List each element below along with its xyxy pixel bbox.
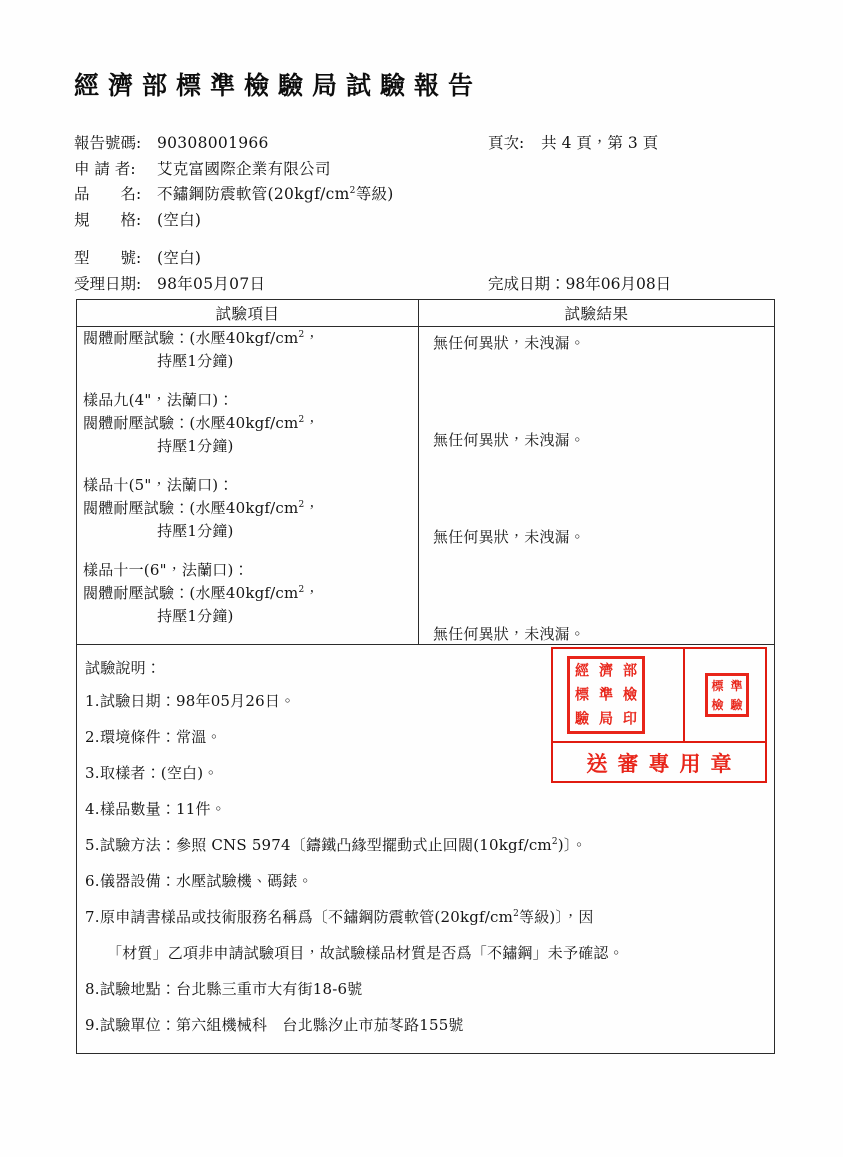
test-line-hold: 持壓1分鐘)	[157, 437, 234, 455]
test-line-tail: ，	[304, 414, 320, 432]
model-value: (空白)	[156, 249, 202, 267]
note-item	[85, 791, 774, 827]
test-line-pressure	[83, 327, 418, 350]
test-line-hold: 持壓1分鐘)	[157, 607, 234, 625]
page-title: 經濟部標準檢驗局試驗報告	[74, 71, 483, 100]
stamp-caption: 送審專用章	[586, 750, 742, 776]
complete-date-label: 完成日期：	[488, 274, 566, 293]
seal-char: 經	[574, 662, 590, 680]
block-spacer	[83, 458, 418, 474]
note-number: 7.	[85, 908, 100, 926]
test-line-pressure	[83, 582, 418, 605]
note-number: 4.	[85, 800, 100, 818]
accept-date-label: 受理日期:	[74, 274, 142, 293]
test-line-pressure	[83, 412, 418, 435]
spec-value: (空白)	[156, 210, 202, 229]
notes-heading: 試驗說明：	[85, 659, 162, 677]
seal-char: 檢	[622, 686, 638, 704]
table-body	[77, 327, 774, 645]
test-results-table	[76, 299, 775, 1054]
seal-char: 局	[598, 710, 614, 728]
note-item	[85, 971, 774, 1007]
note-number: 5.	[85, 836, 100, 854]
meta-row-model	[74, 246, 774, 272]
model-label: 型 號:	[74, 249, 142, 267]
test-line-superscript: 2	[298, 415, 305, 425]
page-value: 共 4 頁，第 3 頁	[541, 134, 659, 152]
test-block	[77, 559, 418, 644]
note-number: 9.	[85, 1016, 100, 1034]
product-name-prefix: 不鏽鋼防震軟管(20kgf/cm	[156, 185, 350, 203]
product-value	[157, 185, 394, 203]
note-item	[85, 755, 774, 791]
page-indicator	[488, 131, 658, 157]
meta-row-applicant	[74, 157, 774, 183]
test-line-text: 閥體耐壓試驗：(水壓40kgf/cm	[83, 584, 299, 602]
page-label: 頁次:	[488, 134, 525, 152]
seal-char: 準	[730, 678, 743, 693]
note-number: 2.	[85, 728, 100, 746]
note-text: 「材質」乙項非申請試驗項目，故試驗樣品材質是否爲「不鏽鋼」未予確認。	[107, 944, 624, 962]
test-result: 無任何異狀，未洩漏。	[433, 334, 586, 352]
test-line-text: 閥體耐壓試驗：(水壓40kgf/cm	[83, 329, 299, 347]
test-line-tail: ，	[304, 499, 320, 517]
seal-char: 標	[574, 686, 590, 704]
test-line-superscript: 2	[298, 330, 305, 340]
note-item	[85, 827, 774, 863]
meta-row-spec	[74, 208, 774, 234]
complete-date-value: 98年06月08日	[565, 274, 672, 293]
note-item	[85, 719, 774, 755]
test-line-text: 閥體耐壓試驗：(水壓40kgf/cm	[83, 499, 299, 517]
seal-char: 檢	[711, 697, 724, 712]
test-line-hold: 持壓1分鐘)	[157, 522, 234, 540]
test-block	[77, 389, 418, 474]
column-header-test-result: 試驗結果	[564, 305, 629, 323]
test-line-tail: ，	[304, 329, 320, 347]
note-text: 試驗地點：台北縣三重市大有街18-6號	[100, 980, 363, 998]
note-item	[85, 863, 774, 899]
block-spacer	[83, 543, 418, 559]
test-line-superscript: 2	[298, 585, 305, 595]
report-no-value: 90308001966	[156, 134, 269, 152]
test-result: 無任何異狀，未洩漏。	[433, 528, 586, 546]
test-line-pressure	[83, 497, 418, 520]
block-spacer	[83, 628, 418, 644]
note-tail: )〕。	[557, 836, 587, 854]
header-meta	[74, 131, 774, 297]
seal-char: 準	[598, 686, 614, 704]
sample-title: 樣品十(5"，法蘭口)：	[83, 476, 234, 494]
applicant-label: 申 請 者:	[74, 159, 136, 178]
seal-char: 標	[711, 678, 724, 693]
test-line-tail: ，	[304, 584, 320, 602]
block-spacer	[83, 373, 418, 389]
seal-char: 濟	[598, 662, 614, 680]
note-item	[85, 683, 774, 719]
note-number: 6.	[85, 872, 100, 890]
test-line-text: 閥體耐壓試驗：(水壓40kgf/cm	[83, 414, 299, 432]
note-number: 8.	[85, 980, 100, 998]
note-item-continuation	[85, 935, 774, 971]
test-result: 無任何異狀，未洩漏。	[433, 625, 586, 643]
note-number: 1.	[85, 692, 100, 710]
test-items-column	[77, 327, 419, 644]
product-label: 品 名:	[74, 185, 142, 203]
applicant-value: 艾克富國際企業有限公司	[156, 159, 331, 178]
test-block	[77, 327, 418, 389]
product-name-suffix: 等級)	[355, 185, 394, 203]
test-results-column	[419, 327, 774, 644]
test-result: 無任何異狀，未洩漏。	[433, 431, 586, 449]
seal-char: 驗	[730, 697, 743, 712]
note-text: 樣品數量：11件。	[100, 800, 226, 818]
note-item	[85, 899, 774, 935]
note-item	[85, 1007, 774, 1043]
note-text: 取樣者：(空白)。	[100, 764, 219, 782]
note-text: 儀器設備：水壓試驗機、碼錶。	[100, 872, 313, 890]
product-superscript: 2	[349, 185, 356, 196]
test-line-hold: 持壓1分鐘)	[157, 352, 234, 370]
spec-label: 規 格:	[74, 210, 142, 229]
note-text: 試驗單位：第六組機械科 台北縣汐止市茄苳路155號	[100, 1016, 464, 1034]
seal-char: 驗	[574, 710, 590, 728]
test-line-superscript: 2	[298, 500, 305, 510]
note-text: 環境條件：常溫。	[100, 728, 222, 746]
sample-title: 樣品九(4"，法蘭口)：	[83, 391, 234, 409]
note-text: 試驗日期：98年05月26日。	[100, 692, 296, 710]
meta-row-product	[74, 182, 774, 208]
test-notes-section	[77, 645, 774, 1053]
table-header-row	[77, 300, 774, 327]
meta-row-dates	[74, 272, 774, 298]
meta-row-report-no	[74, 131, 774, 157]
test-block	[77, 474, 418, 559]
note-superscript: 2	[513, 909, 520, 919]
seal-char: 部	[622, 662, 638, 680]
accept-date-value: 98年05月07日	[156, 274, 266, 293]
sample-title: 樣品十一(6"，法蘭口)：	[83, 561, 249, 579]
seal-char: 印	[622, 710, 638, 728]
note-number: 3.	[85, 764, 100, 782]
report-no-label: 報告號碼:	[74, 134, 142, 152]
note-superscript: 2	[551, 837, 558, 847]
column-header-test-item: 試驗項目	[77, 300, 419, 326]
complete-date	[488, 272, 671, 298]
note-text: 試驗方法：參照 CNS 5974〔鑄鐵凸緣型擺動式止回閥(10kgf/cm	[100, 836, 552, 854]
note-text: 原申請書樣品或技術服務名稱爲〔不鏽鋼防震軟管(20kgf/cm	[100, 908, 514, 926]
note-tail: 等級)〕，因	[519, 908, 594, 926]
